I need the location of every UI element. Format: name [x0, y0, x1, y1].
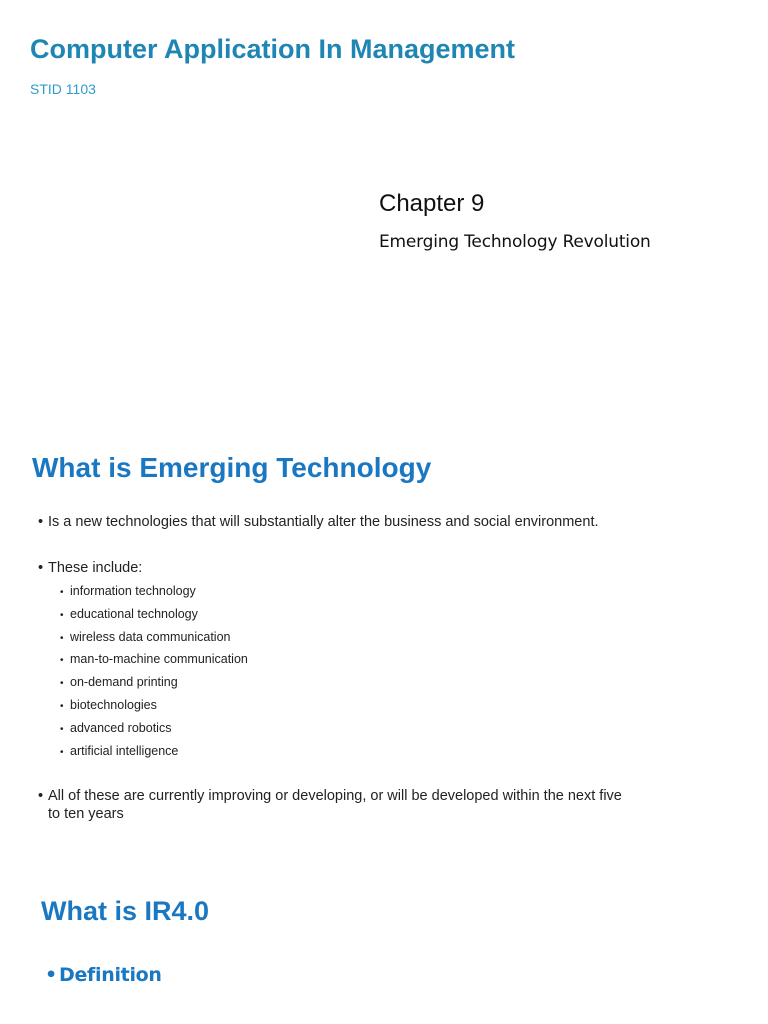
list-item: • wireless data communication	[60, 629, 248, 652]
bullet-item	[38, 787, 698, 823]
bullet-icon: •	[60, 632, 64, 644]
bullet-text: Definition	[59, 964, 162, 986]
bullet-icon: •	[60, 609, 64, 621]
bullet-icon: •	[38, 788, 44, 804]
slide-title	[0, 0, 768, 420]
bullet-item	[38, 559, 142, 577]
bullet-icon: •	[60, 655, 64, 667]
chapter-subtitle: Emerging Technology Revolution	[379, 232, 651, 252]
list-item: • biotechnologies	[60, 697, 248, 720]
sub-bullet-list	[60, 583, 248, 765]
bullet-icon: •	[38, 560, 44, 576]
bullet-icon: •	[60, 723, 64, 735]
chapter-number: Chapter 9	[379, 190, 485, 217]
bullet-text: All of these are currently improving or developing, or will be developed within the next five	[48, 788, 622, 804]
course-title: Computer Application In Management	[30, 34, 516, 64]
bullet-text: These include:	[48, 560, 143, 576]
list-item: • artificial intelligence	[60, 743, 248, 766]
list-item: • information technology	[60, 583, 248, 606]
slide-heading: What is Emerging Technology	[32, 452, 432, 483]
bullet-icon: •	[38, 514, 44, 530]
bullet-icon: •	[60, 587, 64, 598]
bullet-icon: •	[60, 678, 64, 690]
list-item: • on-demand printing	[60, 674, 248, 697]
list-item: • advanced robotics	[60, 720, 248, 743]
bullet-text-continued: to ten years	[48, 806, 124, 822]
list-item: • educational technology	[60, 606, 248, 629]
bullet-icon: •	[60, 746, 64, 758]
course-code: STID 1103	[30, 81, 96, 97]
bullet-item	[45, 964, 162, 986]
bullet-item	[38, 513, 599, 531]
bullet-text: Is a new technologies that will substantially alter the business and social environment.	[48, 514, 599, 530]
bullet-icon: •	[60, 700, 64, 712]
slide-ir40	[0, 860, 768, 1024]
bullet-icon: •	[45, 964, 57, 986]
slide-emerging-technology	[0, 420, 768, 860]
slide-heading: What is IR4.0	[41, 896, 210, 926]
list-item: • man-to-machine communication	[60, 651, 248, 674]
